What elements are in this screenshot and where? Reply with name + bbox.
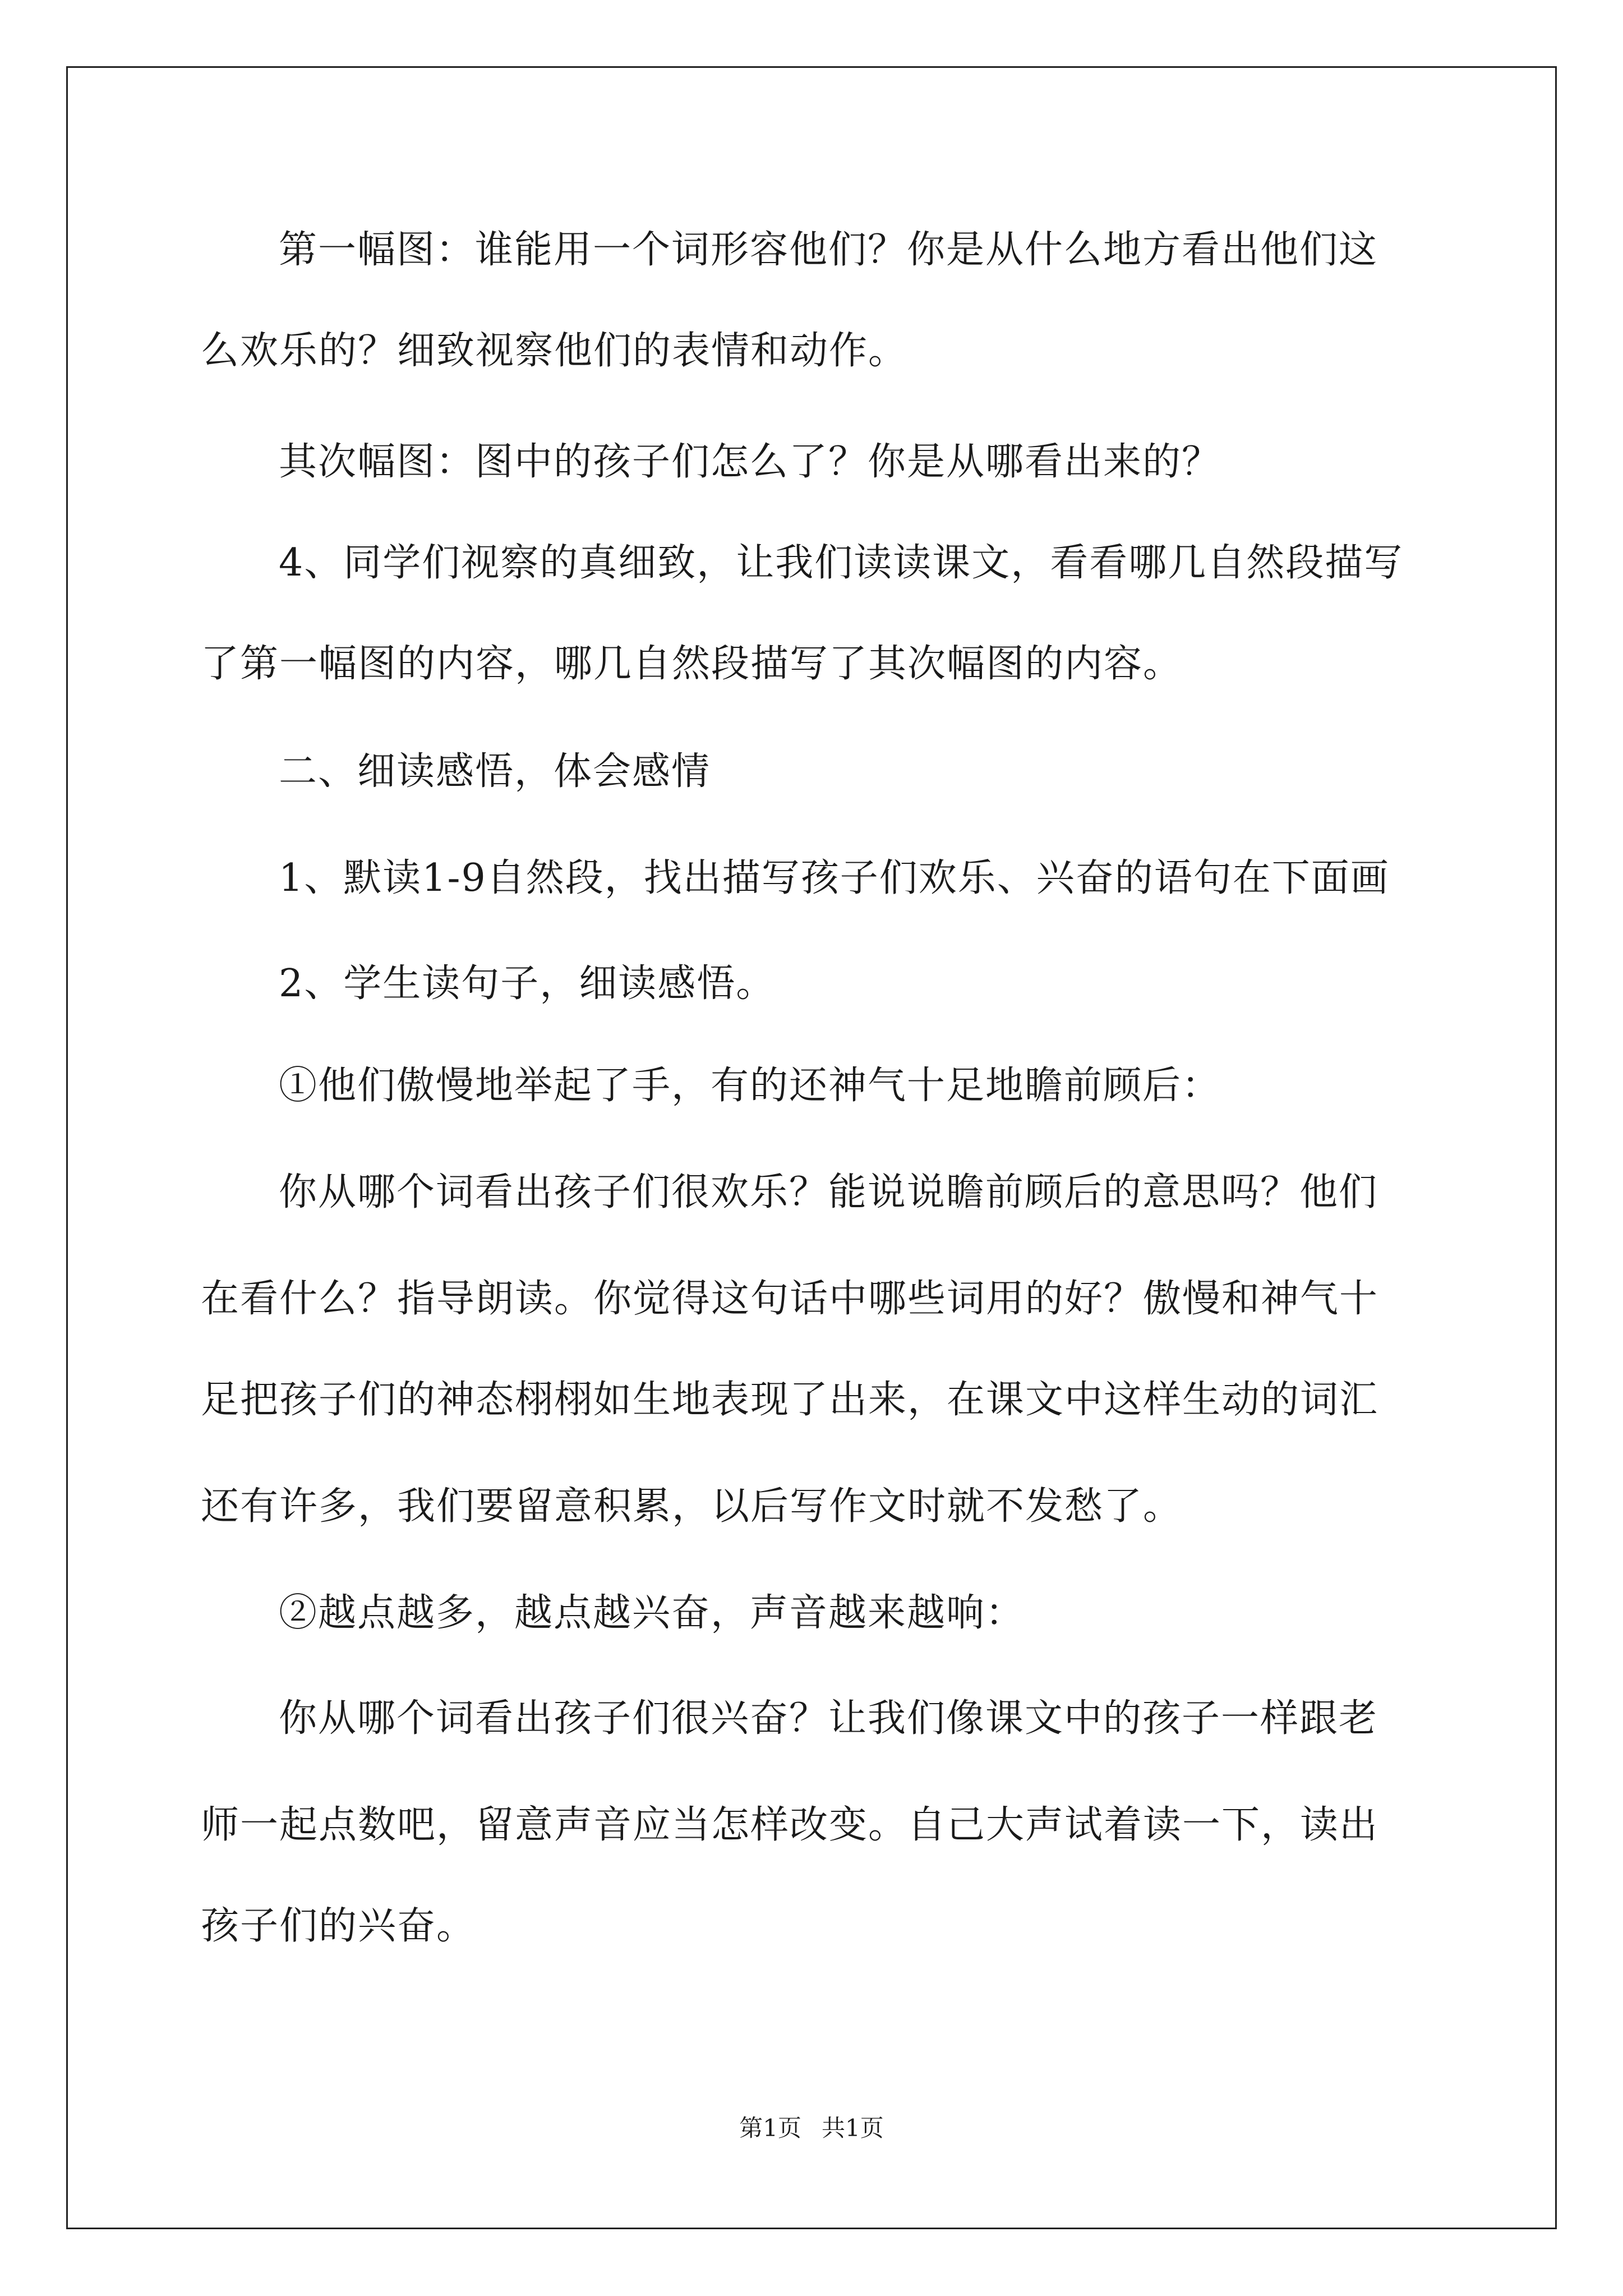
paragraph-line: 么欢乐的？细致视察他们的表情和动作。 [201, 329, 908, 373]
paragraph-line: 在看什么？指导朗读。你觉得这句话中哪些词用的好？傲慢和神气十 [201, 1277, 1379, 1321]
paragraph-line: 师一起点数吧，留意声音应当怎样改变。自己大声试着读一下，读出 [201, 1803, 1379, 1847]
paragraph-line: 孩子们的兴奋。 [201, 1904, 476, 1948]
paragraph-line: ①他们傲慢地举起了手，有的还神气十足地瞻前顾后： [279, 1064, 1221, 1108]
paragraph-line: 你从哪个词看出孩子们很欢乐？能说说瞻前顾后的意思吗？他们 [279, 1170, 1378, 1214]
paragraph-line: 足把孩子们的神态栩栩如生地表现了出来，在课文中这样生动的词汇 [201, 1378, 1379, 1422]
paragraph-line: ②越点越多，越点越兴奋，声音越来越响： [279, 1591, 1025, 1635]
paragraph-line: 4、同学们视察的真细致，让我们读读课文，看看哪几自然段描写 [279, 541, 1404, 585]
page-number: 第1页 [739, 2114, 801, 2142]
paragraph-line: 了第一幅图的内容，哪几自然段描写了其次幅图的内容。 [201, 642, 1183, 686]
paragraph-line: 2、学生读句子，细读感悟。 [279, 961, 776, 1006]
page-footer [0, 2116, 1623, 2140]
paragraph-line: 还有许多，我们要留意积累，以后写作文时就不发愁了。 [201, 1484, 1183, 1529]
paragraph-line: 其次幅图：图中的孩子们怎么了？你是从哪看出来的？ [279, 440, 1221, 484]
paragraph-line: 1、默读1-9自然段，找出描写孩子们欢乐、兴奋的语句在下面画 [279, 856, 1390, 900]
paragraph-line: 第一幅图：谁能用一个词形容他们？你是从什么地方看出他们这 [279, 228, 1378, 272]
page-total: 共1页 [822, 2114, 884, 2142]
section-heading: 二、细读感悟，体会感情 [279, 749, 711, 794]
paragraph-line: 你从哪个词看出孩子们很兴奋？让我们像课文中的孩子一样跟老 [279, 1696, 1378, 1741]
